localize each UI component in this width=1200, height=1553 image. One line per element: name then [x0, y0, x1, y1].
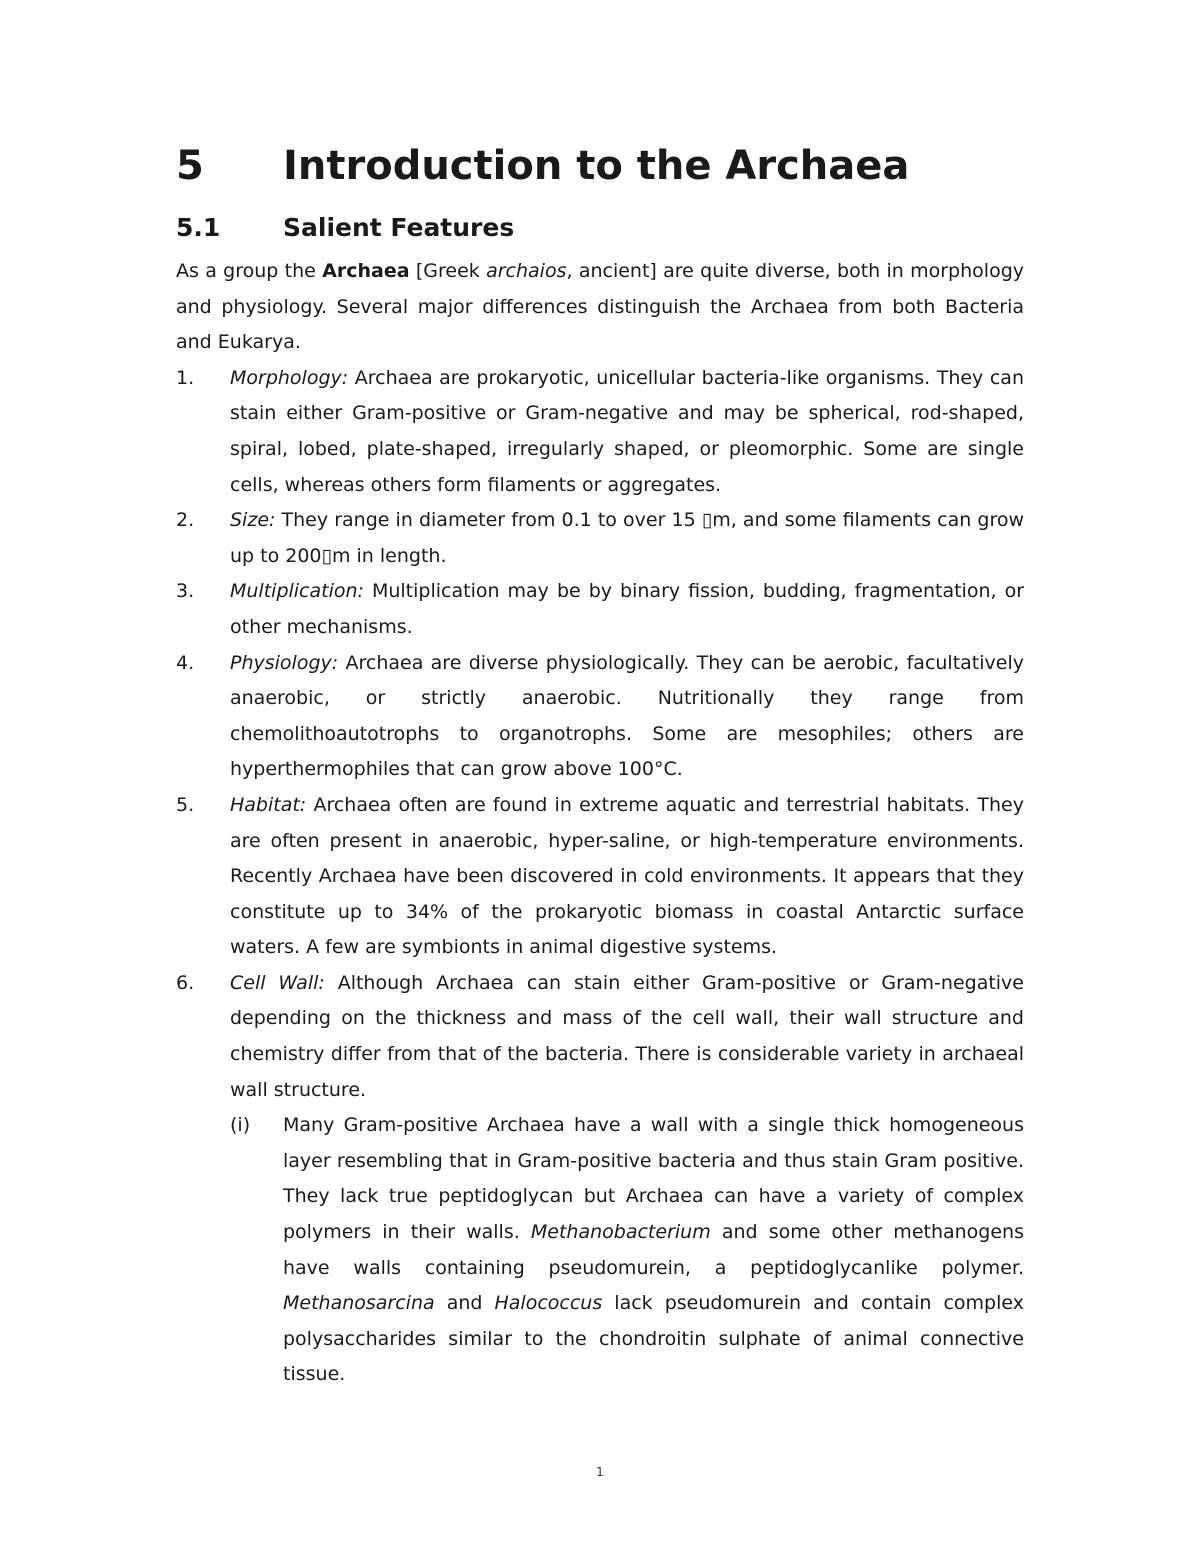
list-item-body [230, 574, 1024, 645]
sub-text-1: Many Gram-positive Archaea have a wall with a single thick homogeneous layer resembling that in Gram-positive bacteria and thus stain Gram positive. They lack true peptidoglycan but Archaea can have a variety of complex polymers in their walls. [283, 1114, 1024, 1244]
list-item-body [230, 361, 1024, 503]
chapter-title: Introduction to the Archaea [283, 143, 910, 189]
section-title: Salient Features [283, 213, 515, 242]
list-item [176, 646, 1024, 788]
list-item [176, 574, 1024, 645]
sub-text-4: lack pseudomurein and contain complex polysaccharides similar to the chondroitin sulphate of animal connective tissue. [283, 1292, 1024, 1386]
section-heading [176, 208, 1024, 248]
list-item-text: Archaea often are found in extreme aquatic and terrestrial habitats. They are often present in anaerobic, hyper-saline, or high-temperature environments. Recently Archaea have been discovered in cold environments. It appears that they constitute up to 34% of the prokaryotic biomass in coastal Antarctic surface waters. A few are symbionts in animal digestive systems. [230, 793, 1024, 959]
sub-text-2: and some other methanogens have walls containing pseudomurein, a peptidoglycanlike polymer. [283, 1221, 1024, 1279]
sub-italic-methanobacterium: Methanobacterium [530, 1221, 711, 1244]
list-item [176, 361, 1024, 503]
list-item-body [230, 788, 1024, 966]
list-item-label: Physiology: [230, 651, 339, 674]
chapter-number: 5 [176, 143, 204, 189]
intro-text-2: [Greek [409, 260, 487, 282]
intro-paragraph [176, 254, 1024, 361]
sub-italic-halococcus: Halococcus [494, 1292, 603, 1315]
list-item-number: 2. [176, 509, 195, 532]
list-item-body [230, 503, 1024, 574]
sub-text-3: and [434, 1292, 495, 1315]
list-item-label: Size: [230, 509, 276, 532]
sub-list-item [230, 1108, 1024, 1393]
list-item-body [230, 966, 1024, 1393]
sub-list-item-number: (i) [230, 1114, 251, 1137]
chapter-heading [176, 138, 1024, 194]
list-item-body [230, 646, 1024, 788]
list-item-text: They range in diameter from 0.1 to over 15 ▯m, and some filaments can grow up to 200▯m in length. [230, 509, 1024, 567]
sub-list-item-body [283, 1108, 1024, 1393]
section-number: 5.1 [176, 213, 221, 242]
list-item-label: Morphology: [230, 366, 349, 389]
list-item-number: 4. [176, 651, 195, 674]
list-item-text: Multiplication may be by binary fission, budding, fragmentation, or other mechanisms. [230, 580, 1024, 638]
list-item-text: Although Archaea can stain either Gram-positive or Gram-negative depending on the thickness and mass of the cell wall, their wall structure and chemistry differ from that of the bacteria. There is considerable variety in archaeal wall structure. [230, 971, 1024, 1101]
intro-italic-term: archaios [486, 260, 567, 282]
list-item-number: 5. [176, 793, 195, 816]
cell-wall-paragraph [230, 972, 1024, 1101]
list-item [176, 966, 1024, 1393]
list-item-number: 1. [176, 366, 195, 389]
list-item-label: Cell Wall: [230, 971, 325, 994]
list-item-number: 6. [176, 971, 195, 994]
list-item-label: Multiplication: [230, 580, 364, 603]
list-item-text: Archaea are prokaryotic, unicellular bacteria-like organisms. They can stain either Gram-positive or Gram-negative and may be spherical, rod-shaped, spiral, lobed, plate-shaped, irregularly shaped, or pleomorphic. Some are single cells, whereas others form filaments or aggregates. [230, 366, 1024, 496]
intro-text-1: As a group the [176, 260, 323, 282]
sub-italic-methanosarcina: Methanosarcina [283, 1292, 435, 1315]
list-item-label: Habitat: [230, 793, 307, 816]
list-item [176, 503, 1024, 574]
features-list [176, 361, 1024, 1393]
list-item [176, 788, 1024, 966]
intro-bold-term: Archaea [322, 260, 410, 282]
document-page [176, 138, 1024, 1393]
list-item-text: Archaea are diverse physiologically. They can be aerobic, facultatively anaerobic, or strictly anaerobic. Nutritionally they range from chemolithoautotrophs to organotrophs. Some are mesophiles; others are hyperthermophiles that can grow above 100°C. [230, 651, 1024, 781]
intro-text-3: , ancient] are quite diverse, both in morphology and physiology. Several major differences distinguish the Archaea from both Bacteria and Eukarya. [176, 260, 1024, 354]
page-number: 1 [596, 1465, 604, 1479]
list-item-number: 3. [176, 580, 195, 603]
